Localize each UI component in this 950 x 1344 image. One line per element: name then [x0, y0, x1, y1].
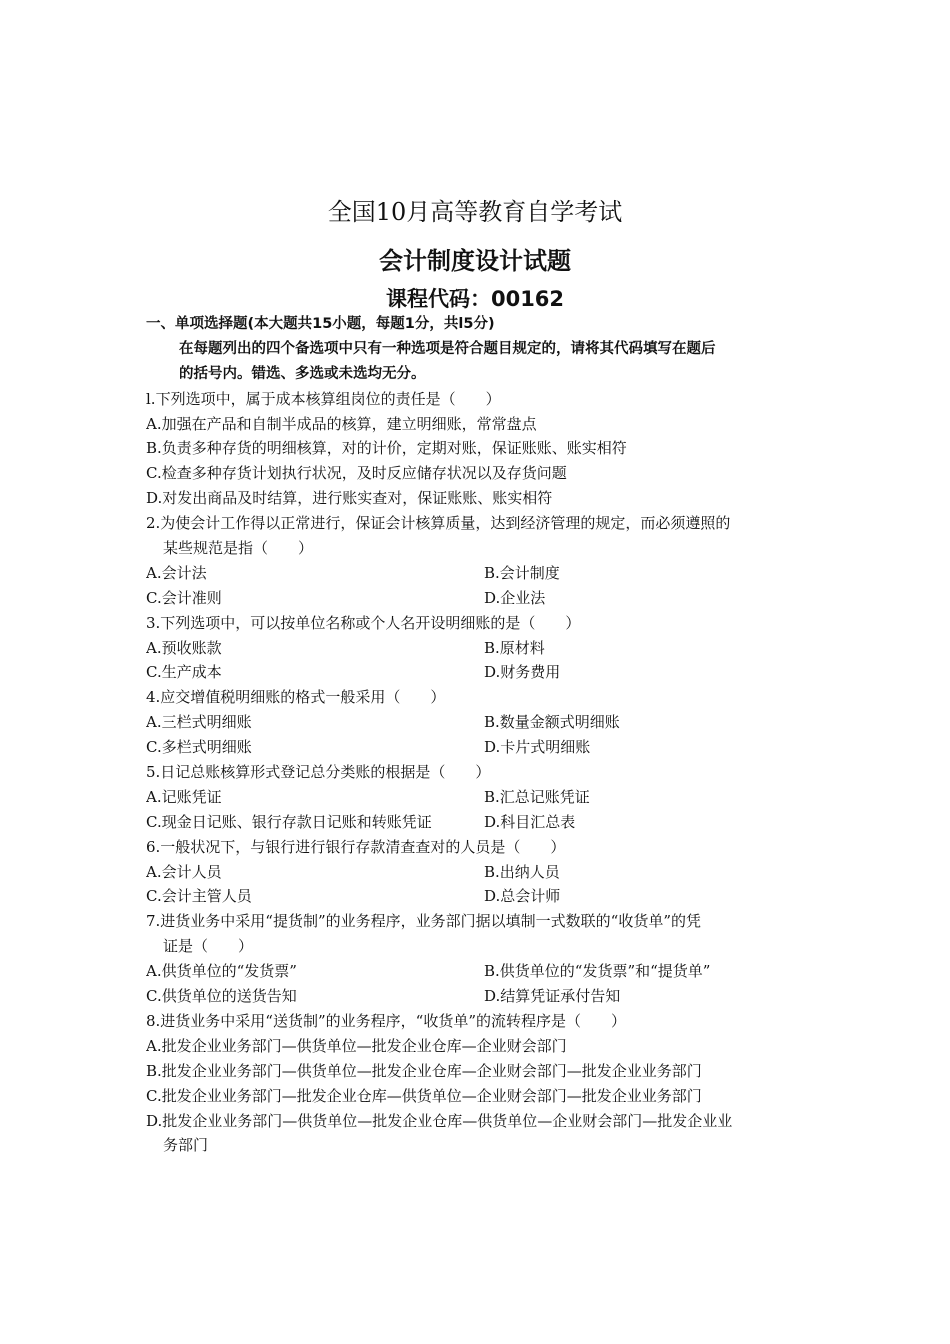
question-4-option-c: C.多栏式明细账: [146, 738, 252, 757]
question-4-options-row: [146, 735, 808, 760]
question-2-option-a: A.会计法: [146, 563, 207, 582]
question-1-option-a: A.加强在产品和自制半成品的核算，建立明细账，常常盘点: [146, 414, 537, 433]
question-3-option-d: D.财务费用: [484, 663, 561, 682]
subject-title: 会计制度设计试题: [379, 247, 571, 275]
question-6-option-d: D.总会计师: [484, 887, 561, 906]
question-7-option-d: D.结算凭证承付告知: [484, 987, 621, 1006]
question-2-options-row: [146, 586, 808, 611]
question-7-options-row: [146, 959, 808, 984]
question-2-option-d: D.企业法: [484, 588, 546, 607]
question-2-stem: 2.为使会计工作得以正常进行，保证会计核算质量，达到经济管理的规定，而必须遵照的: [146, 514, 731, 533]
question-6-option-c: C.会计主管人员: [146, 887, 252, 906]
question-4-option-a: A.三栏式明细账: [146, 713, 252, 732]
question-body: [146, 312, 808, 1158]
section-instruction: 在每题列出的四个备选项中只有一种选项是符合题目规定的，请将其代码填写在题后: [179, 340, 716, 357]
section-heading: 一、单项选择题(本大题共15小题，每题1分，共l5分): [146, 316, 495, 332]
question-5-stem: 5.日记总账核算形式登记总分类账的根据是（ ）: [146, 763, 491, 782]
question-3-option-a: A.预收账款: [146, 638, 222, 657]
question-5-options-row: [146, 810, 808, 835]
question-7-option-a: A.供货单位的“发货票”: [146, 962, 297, 981]
question-7-option-c: C.供货单位的送货告知: [146, 987, 297, 1006]
section-instruction-cont: 的括号内。错选、多选或未选均无分。: [179, 365, 426, 382]
question-7-stem: 7.进货业务中采用“提货制”的业务程序，业务部门据以填制一式数联的“收货单”的凭: [146, 912, 701, 931]
question-3-option-b: B.原材料: [484, 638, 545, 657]
question-8-option-a: A.批发企业业务部门—供货单位—批发企业仓库—企业财会部门: [146, 1036, 567, 1055]
question-5-option-a: A.记账凭证: [146, 787, 222, 806]
question-3-options-row: [146, 660, 808, 685]
question-6-options-row: [146, 884, 808, 909]
question-6-option-a: A.会计人员: [146, 862, 222, 881]
question-1-option-c: C.检查多种存货计划执行状况，及时反应储存状况以及存货问题: [146, 464, 567, 483]
question-2-options-row: [146, 561, 808, 586]
question-4-option-d: D.卡片式明细账: [484, 738, 591, 757]
question-2-stem-cont: 某些规范是指（ ）: [163, 539, 314, 558]
question-4-options-row: [146, 710, 808, 735]
course-code: 课程代码：00162: [385, 287, 565, 311]
question-6-options-row: [146, 860, 808, 885]
question-5-option-d: D.科目汇总表: [484, 812, 576, 831]
question-7-options-row: [146, 984, 808, 1009]
question-5-option-c: C.现金日记账、银行存款日记账和转账凭证: [146, 812, 432, 831]
question-5-option-b: B.汇总记账凭证: [484, 787, 590, 806]
question-6-stem: 6.一般状况下，与银行进行银行存款清查查对的人员是（ ）: [146, 837, 566, 856]
question-3-stem: 3.下列选项中，可以按单位名称或个人名开设明细账的是（ ）: [146, 613, 581, 632]
question-4-stem: 4.应交增值税明细账的格式一般采用（ ）: [146, 688, 446, 707]
question-6-option-b: B.出纳人员: [484, 862, 560, 881]
question-8-option-d-cont: 务部门: [163, 1136, 209, 1155]
question-3-option-c: C.生产成本: [146, 663, 222, 682]
question-2-option-b: B.会计制度: [484, 563, 560, 582]
question-8-option-b: B.批发企业业务部门—供货单位—批发企业仓库—企业财会部门—批发企业业务部门: [146, 1061, 702, 1080]
question-3-options-row: [146, 636, 808, 661]
question-8-stem: 8.进货业务中采用“送货制”的业务程序，“收货单”的流转程序是（ ）: [146, 1011, 626, 1030]
question-7-option-b: B.供货单位的“发货票”和“提货单”: [484, 962, 711, 981]
question-8-option-d: D.批发企业业务部门—供货单位—批发企业仓库—供货单位—企业财会部门—批发企业业: [146, 1111, 733, 1130]
question-1-stem: l.下列选项中，属于成本核算组岗位的责任是（ ）: [146, 389, 501, 408]
question-2-option-c: C.会计准则: [146, 588, 222, 607]
question-1-option-b: B.负责多种存货的明细核算，对的计价，定期对账，保证账账、账实相符: [146, 439, 627, 458]
question-4-option-b: B.数量金额式明细账: [484, 713, 620, 732]
question-8-option-c: C.批发企业业务部门—批发企业仓库—供货单位—企业财会部门—批发企业业务部门: [146, 1086, 702, 1105]
question-5-options-row: [146, 785, 808, 810]
question-1-option-d: D.对发出商品及时结算，进行账实查对，保证账账、账实相符: [146, 489, 553, 508]
exam-title: 全国10月高等教育自学考试: [327, 198, 623, 226]
question-7-stem-cont: 证是（ ）: [163, 937, 254, 956]
